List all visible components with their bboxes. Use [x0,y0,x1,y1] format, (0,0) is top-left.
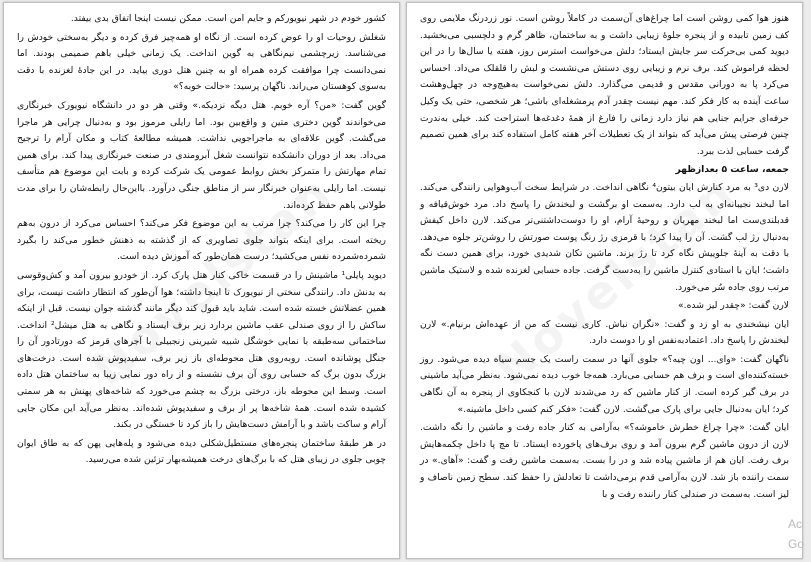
paragraph: چرا این کار را می‌کند؟ چرا مرتب به این موضوع فکر می‌کند؟ احساس می‌کرد از درون به‌هم ریخته است. برای اینکه بتواند جلوی تصاویری که از گذشته به ذهنش خطور می‌کند را بگیرد شمرده‌شمرده نفس می‌کشید؛ درست همان‌طور که آموزش دیده است. [17,218,386,263]
paragraph: ناگهان گفت: «وای... اون چیه؟» جلوی آنها در سمت راست یک جسم سیاه دیده می‌شود. روز خسته‌کننده‌ای است و برف هم حسابی می‌بارد. همه‌جا خوب دیده نمی‌شود. به‌نظر می‌آید ماشینی در برف گیر کرده است. از کنار ماشین که رد می‌شدند لارن با کنجکاوی از پنجره به آن نگاهی کرد؛ ایان به‌دنبال جایی برای پارک می‌گشت. لارن گفت: «فکر کنم کسی داخل ماشینه.» [420,353,789,415]
paragraph: کشور خودم در شهر نیویورکم و جایم امن است. ممکن نیست اینجا اتفاق بدی بیفتد. [70,13,386,24]
paragraph: لارن گفت: «چقدر لیز شده.» [678,300,789,312]
right-page-text [420,11,789,552]
paragraph: گوین گفت: «من؟ آره خوبم. هتل دیگه نزدیکه.» وقتی هر دو در دانشگاه نیویورک خبرنگاری می‌خواندند گوین دختری متین و واقع‌بین بود. اما رایلی مرموز بود و به‌دنبال چرایی هر ماجرا می‌گشت. گوین علاقه‌ای به ماجراجویی نداشت. همیشه مطالعهٔ کتاب و مکان آرام را ترجیح می‌داد. بعد از دوران دانشکده نتوانست شغل آبرومندی در صنعت خبرنگاری پیدا کند. برای همین تمام مهارتش را متمرکز بخش روابط عمومی یک شرکت کرده و بابت این موضوع هم متأسف نیست. اما رایلی به‌عنوان خبرنگار سر از مناطق جنگی درآورد. بااین‌حال رابطه‌شان را برای مدت طولانی باهم حفظ کرده‌اند. [17,99,386,211]
overlay-line-1: Ac [788,517,803,531]
paragraph: دیوید پایلی¹ ماشینش را در قسمت خاکی کنار هتل پارک کرد. از خودرو بیرون آمد و کش‌وقوسی به بدنش داد. رانندگی سختی از نیویورک تا اینجا داشته؛ هوا آن‌طور که انتظار داشت نیست، برای همین عضلاتش خسته شده است. شاید باید قبول کند دیگر مانند گذشته جوان نیست. قبل از اینکه ساکش را از روی صندلی عقب ماشین بردارد زیر برف ایستاد و نگاهی به هتل میشل² انداخت. ساختمانی سه‌طبقه با نمایی خوشگل شبیه شیرینی زنجبیلی با آجرهای قرمز که دورتادور آن را جنگل پوشانده است. روبه‌روی هتل محوطه‌ای باز زیر برف، سفیدپوش شده است. درخت‌های بزرگ بدون برگ که حسابی روی آن برف نشسته و از راه دور نمایی زیبا به ساختمان هتل داده است. وسط این محوطه باز، درختی بزرگ به چشم می‌خورد که شاخه‌های پهنش به هر سمتی کشیده شده است. همهٔ شاخه‌ها پر از برف و سفیدپوش شده‌اند. به‌نظر می‌آید این مکان جایی آرام و ساکت باشد و با آرامش دست‌هایش را باز کرد تا خستگی در بکند. [17,269,387,431]
paragraph: ایان گفت: «چرا چراغ خطرش خاموشه؟» به‌آرامی به کنار جاده رفت و ماشین را نگه داشت. لارن از درون ماشین گرم بیرون آمد و روی برف‌های پاخورده ایستاد. تا مچ پا داخل چکمه‌هایش برف رفت. ایان هم از ماشین پیاده شد و در را بست. به‌سمت ماشین رفت و گفت: «آهای.» در سمت راننده باز شد. لارن به‌آرامی قدم برمی‌داشت تا تعادلش را حفظ کند. سطح زمین ناصاف و لیز است. به‌سمت در صندلی کنار راننده رفت و با [420,422,789,500]
section-heading: جمعه، ساعت ۵ بعدازظهر [675,164,789,176]
paragraph: لارن دی³ به مرد کنارش ایان بیتون⁴ نگاهی انداخت. در شرایط سخت آب‌وهوایی رانندگی می‌کند. اما لبخند نجیبانه‌ای به لب دارد. به‌سمت او برگشت و لبخندش را پاسخ داد. مرد خوش‌قیافه و قدبلندی‌ست اما لبخند مهربان و روحیهٔ آرام، او را دوست‌داشتنی‌تر می‌کند. لارن داخل کیفش به‌دنبال رژ لب گشت. آن را پیدا کرد؛ با قرمزی رژ رنگ پوست صورتش را روشن‌تر جلوه می‌دهد. با دقت به آینهٔ جلوییش نگاه کرد تا رژ بزند. ماشین تکان شدیدی خورد، برای همین دست نگه داشت؛ ایان با استادی کنترل ماشین را به‌دست گرفت. جاده حسابی لغزنده شده و لاستیک ماشین مرتب روی جاده سُر می‌خورد. [420,181,789,293]
paragraph: هنوز هوا کمی روشن است اما چراغ‌های آن‌سمت در کاملاً روشن است. نور زردرنگ ملایمی روی کف زمین تابیده و از پنجره جلوهٔ زیبایی داشت و به ساختمان، ظاهر گرم و دلچسبی می‌بخشید. دیوید کمی بی‌حرکت سر جایش ایستاد؛ دلش می‌خواست استرس روز، هفته یا سال‌ها را در این لحظه فراموش کند. برف نرم و زیبایی روی دستش می‌نشست و لبش را قلقلک می‌داد. احساس می‌کرد پا به دورانی مقدس و قدیمی می‌گذارد. دلش نمی‌خواست به‌هیچ‌وجه در چهل‌وهشت ساعت آینده به کار فکر کند. مهم نیست چقدر آدم پرمشغله‌ای باشی؛ هر شخصی، حتی یک وکیل حرفه‌ای جرایم جنایی هم نیاز دارد زمانی را فارغ از همهٔ دغدغه‌ها استراحت کند. خیلی به‌ندرت چنین فرصتی پیش می‌آید که بتواند از یک تعطیلات آخر هفته کامل استفاده کند برای همین تصمیم گرفت حسابی لذت ببرد. [420,13,789,157]
right-page [406,2,803,559]
left-page-text [17,11,386,552]
paragraph: در هر طبقهٔ ساختمان پنجره‌های مستطیل‌شکلی دیده می‌شود و پله‌هایی پهن که به طاق ایوان چوبی جلوی در زیبای هتل که با برگ‌های درخت همیشه‌بهار تزئین شده می‌رسید. [17,437,386,466]
left-page [3,2,400,559]
os-activation-overlay [788,514,804,554]
paragraph: ایان نیشخندی به او زد و گفت: «نگران نباش. کاری نیست که من از عهده‌اش برنیام.» لارن لبخندش را پاسخ داد. اعتمادبه‌نفس او را دوست دارد. [420,318,789,347]
paragraph: شغلش روحیات او را عوض کرده است. از نگاه او همه‌چیز فرق کرده و دیگر به‌سختی خودش را می‌شناسد. زیرچشمی نیم‌نگاهی به گوین انداخت. یک زمانی خیلی باهم صمیمی بودند. اما نمی‌دانست چرا موافقت کرده همراه او به چنین هتل دوری بیاید. در این جادهٔ لغزنده با دقت به‌سوی کوهستان می‌راند. ناگهان پرسید: «حالت خوبه؟» [17,31,386,93]
overlay-line-2: Go [788,537,805,551]
